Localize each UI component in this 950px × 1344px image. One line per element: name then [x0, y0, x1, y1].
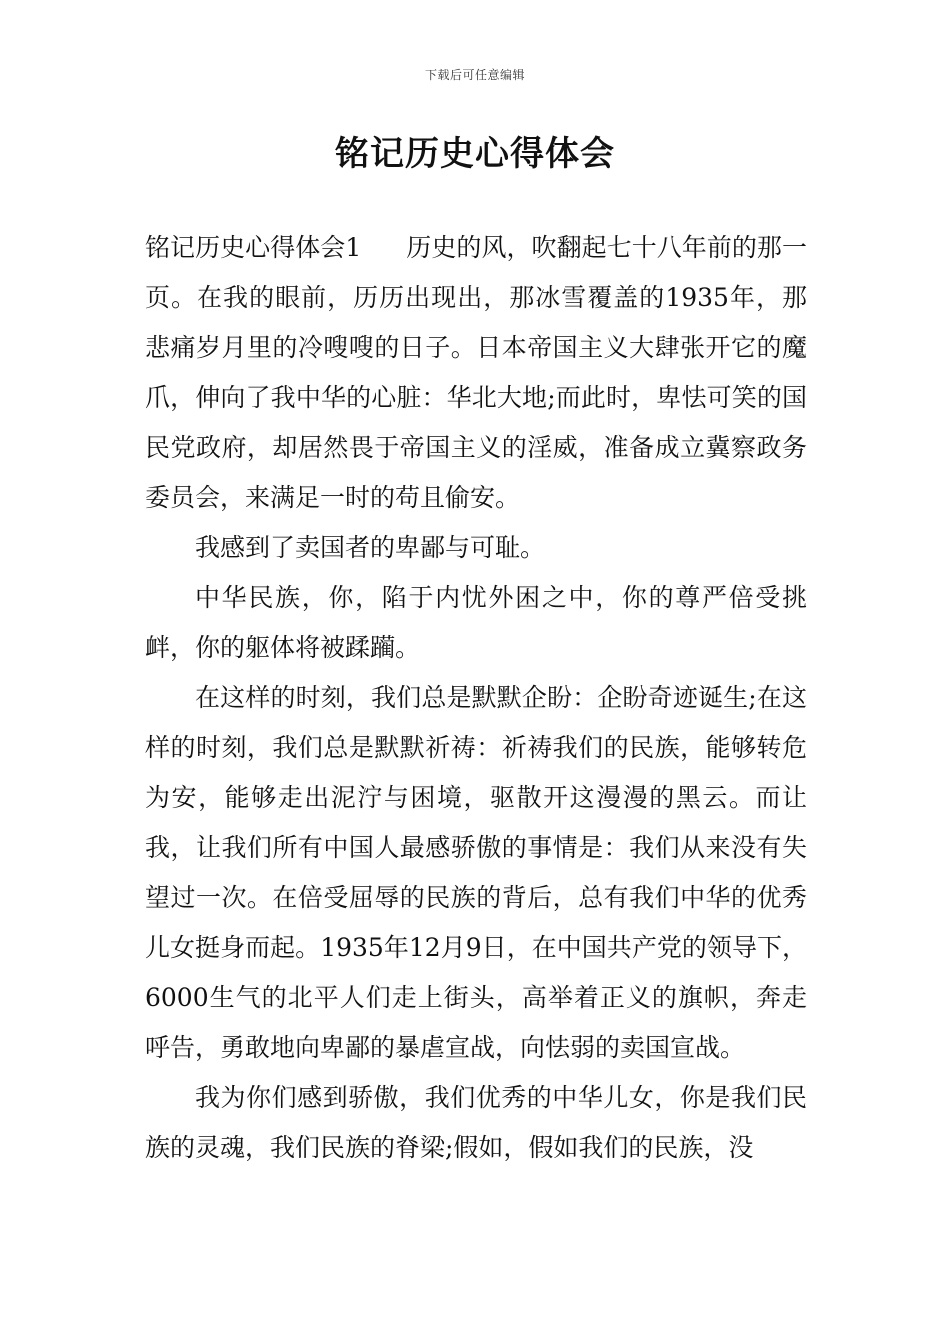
paragraph-2: 我感到了卖国者的卑鄙与可耻。: [195, 533, 546, 562]
header-note: 下载后可任意编辑: [424, 68, 525, 82]
document-title: 铭记历史心得体会: [335, 134, 615, 174]
document-body: [145, 223, 807, 1173]
paragraph-5: 我为你们感到骄傲，我们优秀的中华儿女，你是我们民族的灵魂，我们民族的脊梁;假如，假如我们的民族，没: [145, 1083, 807, 1162]
paragraph-1: [145, 223, 807, 523]
paragraph-3: 中华民族，你，陷于内忧外困之中，你的尊严倍受挑衅，你的躯体将被蹂躏。: [145, 583, 807, 662]
paragraph-4: 在这样的时刻，我们总是默默企盼：企盼奇迹诞生;在这样的时刻，我们总是默默祈祷：祈祷我们的民族，能够转危为安，能够走出泥泞与困境，驱散开这漫漫的黑云。而让我，让我们所有中国人最感骄傲的事情是：我们从来没有失望过一次。在倍受屈辱的民族的背后，总有我们中华的优秀儿女挺身而起。1935年12月9日，在中国共产党的领导下，6000生气的北平人们走上街头，高举着正义的旗帜，奔走呼告，勇敢地向卑鄙的暴虐宣战，向怯弱的卖国宣战。: [145, 683, 807, 1062]
paragraph-1-text: 历史的风，吹翻起七十八年前的那一页。在我的眼前，历历出现出，那冰雪覆盖的1935年，那悲痛岁月里的冷嗖嗖的日子。日本帝国主义大肆张开它的魔爪，伸向了我中华的心脏：华北大地;而此时，卑怯可笑的国民党政府，却居然畏于帝国主义的淫威，准备成立冀察政务委员会，来满足一时的苟且偷安。: [145, 233, 807, 512]
paragraph-lead: 铭记历史心得体会1: [145, 233, 362, 262]
